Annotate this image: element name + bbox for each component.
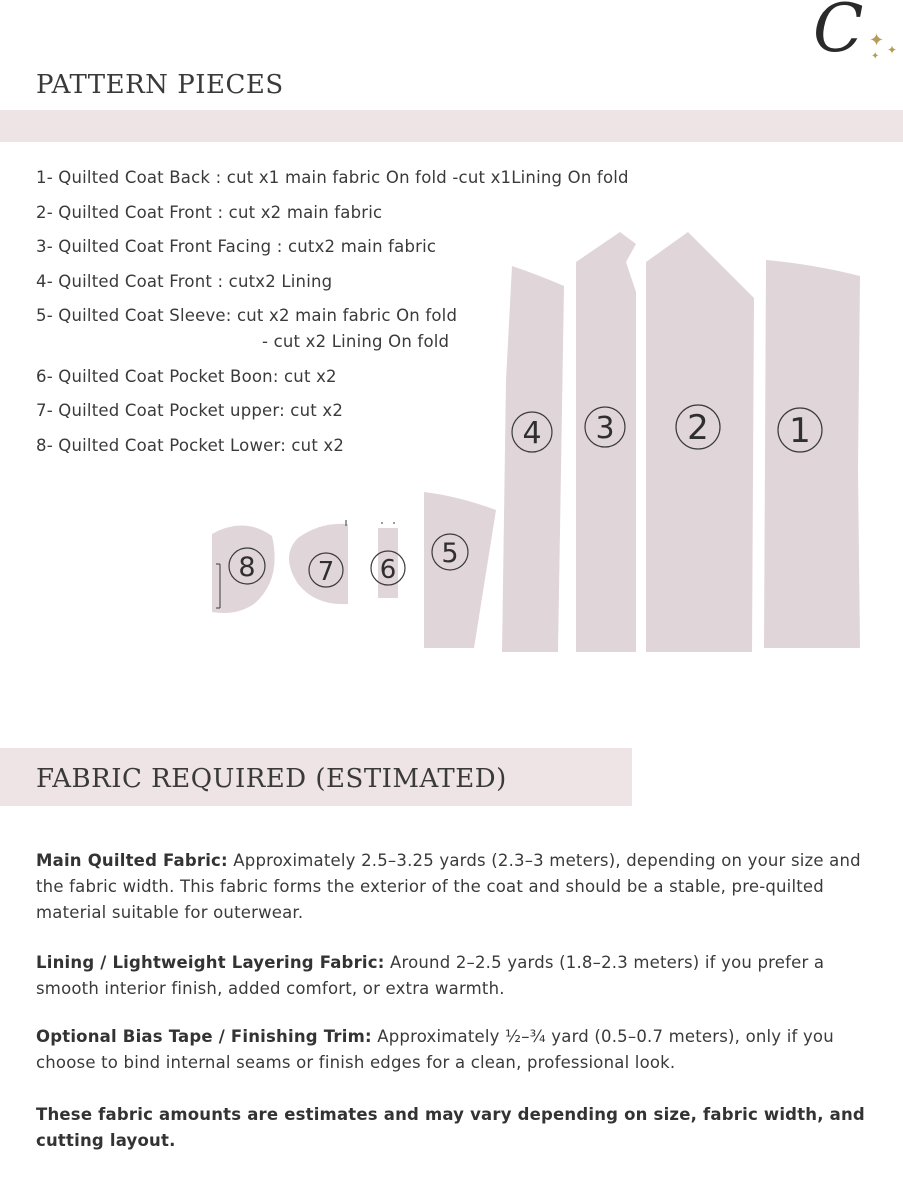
- piece-number-4: 4: [522, 416, 542, 451]
- piece-number-7: 7: [317, 557, 335, 587]
- sparkle-icon: ✦: [871, 51, 880, 62]
- list-item: 6- Quilted Coat Pocket Boon: cut x2: [36, 366, 337, 386]
- bias-tape-paragraph: [36, 1024, 876, 1076]
- list-item: 8- Quilted Coat Pocket Lower: cut x2: [36, 435, 345, 455]
- list-item: 7- Quilted Coat Pocket upper: cut x2: [36, 401, 344, 420]
- main-fabric-text: Approximately 2.5–3.25 yards (2.3–3 meters), depending on your size and the fabric width. This fabric forms the exterior of the coat and should be a stable, pre-quilted material suitable for outerwear.: [36, 851, 861, 922]
- list-item: 1- Quilted Coat Back : cut x1 main fabric On fold -cut x1Lining On fold: [36, 168, 629, 187]
- pattern-piece-front-lining: [502, 266, 564, 652]
- piece-number-1: 1: [789, 411, 811, 451]
- pattern-piece-sleeve: [424, 492, 496, 648]
- lining-fabric-paragraph: [36, 950, 876, 1002]
- pattern-pieces-title: PATTERN PIECES: [36, 70, 284, 100]
- sparkle-icon: ✦: [887, 43, 898, 57]
- logo-letter: C: [813, 0, 864, 67]
- main-fabric-paragraph: [36, 848, 876, 926]
- list-item: 2- Quilted Coat Front : cut x2 main fabric: [36, 202, 383, 222]
- pattern-piece-back: [764, 260, 860, 648]
- fabric-required-title: FABRIC REQUIRED (ESTIMATED): [36, 764, 507, 794]
- piece-number-3: 3: [595, 411, 615, 446]
- bias-tape-label: Optional Bias Tape / Finishing Trim:: [36, 1027, 372, 1046]
- piece-number-5: 5: [441, 538, 459, 569]
- main-fabric-label: Main Quilted Fabric:: [36, 851, 228, 870]
- list-item-continuation: - cut x2 Lining On fold: [262, 332, 450, 351]
- lining-fabric-text: Around 2–2.5 yards (1.8–2.3 meters) if you prefer a smooth interior finish, added comfort, or extra warmth.: [36, 953, 825, 998]
- piece-number-8: 8: [238, 552, 256, 583]
- piece-number-6: 6: [379, 555, 397, 585]
- list-item: 4- Quilted Coat Front : cutx2 Lining: [36, 271, 333, 291]
- list-item-text: 5- Quilted Coat Sleeve: cut x2 main fabric On fold: [36, 306, 458, 325]
- sparkle-icon: ✦: [869, 30, 885, 51]
- list-item: 3- Quilted Coat Front Facing : cutx2 main fabric: [36, 237, 437, 256]
- estimate-note: These fabric amounts are estimates and may vary depending on size, fabric width, and cutting layout.: [36, 1105, 865, 1150]
- piece-number-2: 2: [687, 408, 709, 448]
- bias-tape-text: Approximately ½–¾ yard (0.5–0.7 meters), only if you choose to bind internal seams or finish edges for a clean, professional look.: [36, 1027, 834, 1072]
- lining-fabric-label: Lining / Lightweight Layering Fabric:: [36, 953, 385, 972]
